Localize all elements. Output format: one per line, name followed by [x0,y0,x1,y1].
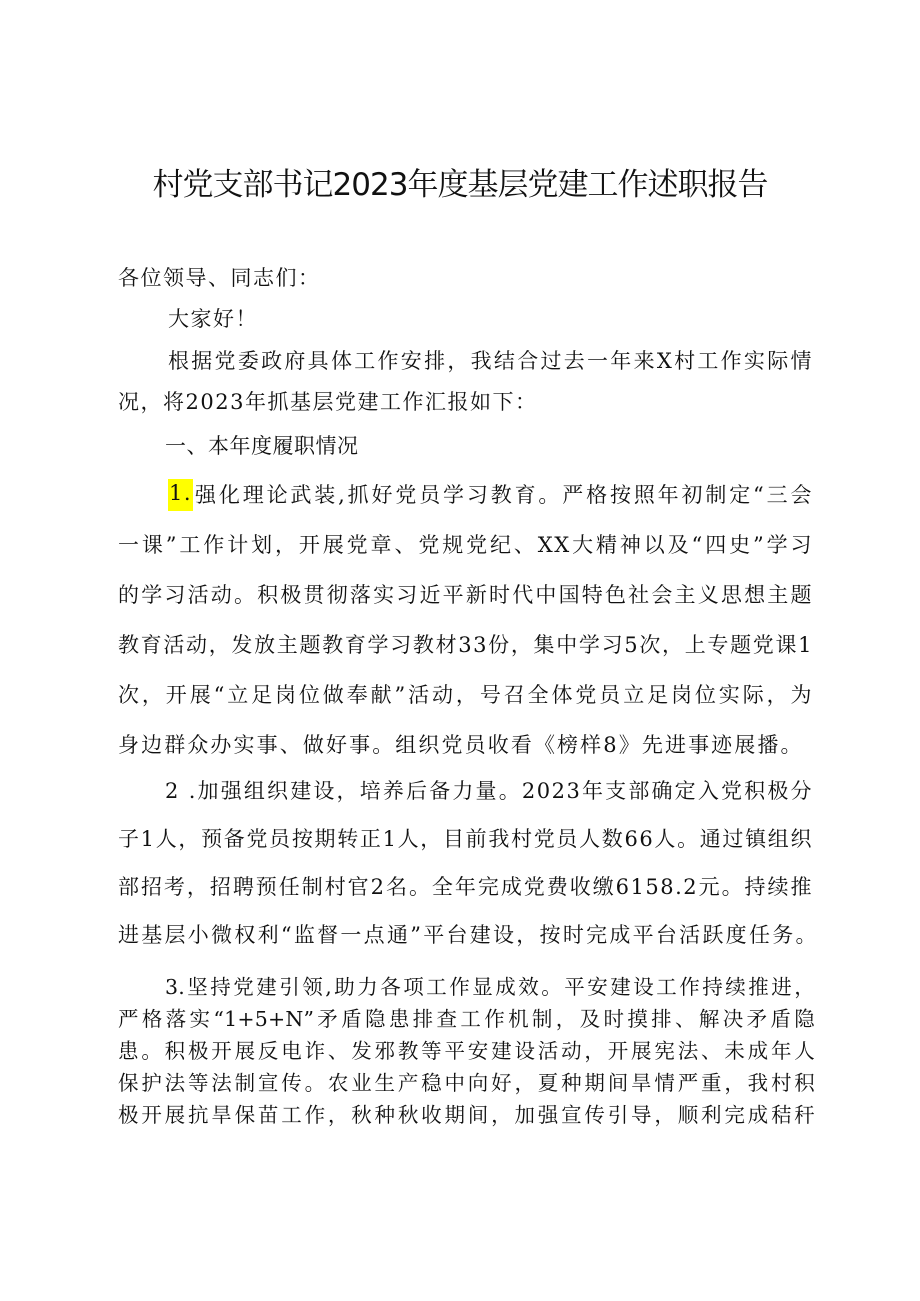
item2-line-3: 部招考，招聘预任制村官2名。全年完成党费收缴6158.2元。持续推 [118,875,813,899]
item1-line-1 [168,479,813,511]
item2-line-1: 2 .加强组织建设，培养后备力量。2023年支部确定入党积极分 [165,779,813,803]
intro-line-2: 况，将2023年抓基层党建工作汇报如下： [118,390,538,414]
salutation: 各位领导、同志们： [118,266,321,290]
item3-line-2: 严格落实“1+5+N”矛盾隐患排查工作机制，及时摸排、解决矛盾隐 [118,1007,815,1031]
intro-line-1: 根据党委政府具体工作安排，我结合过去一年来X村工作实际情 [168,349,813,373]
section-heading: 一、本年度履职情况 [165,434,359,458]
item3-line-4: 保护法等法制宣传。农业生产稳中向好，夏种期间旱情严重，我村积 [118,1071,815,1095]
document-title: 村党支部书记2023年度基层党建工作述职报告 [152,167,768,203]
item1-line-2: 一课”工作计划，开展党章、党规党纪、XX大精神以及“四史”学习 [118,533,813,557]
item1-line-5: 次，开展“立足岗位做奉献”活动，号召全体党员立足岗位实际，为 [118,683,813,707]
item2-line-2: 子1人，预备党员按期转正1人，目前我村党员人数66人。通过镇组织 [118,827,813,851]
item1-text: 强化理论武装,抓好党员学习教育。严格按照年初制定“三会 [195,483,813,507]
item1-number-highlight: 1. [168,479,193,511]
item1-line-4: 教育活动，发放主题教育学习教材33份，集中学习5次，上专题党课1 [118,633,813,657]
item1-line-3: 的学习活动。积极贯彻落实习近平新时代中国特色社会主义思想主题 [118,583,813,607]
item3-line-5: 极开展抗旱保苗工作，秋种秋收期间，加强宣传引导，顺利完成秸秆 [118,1103,815,1127]
item2-line-4: 进基层小微权利“监督一点通”平台建设，按时完成平台活跃度任务。 [118,923,818,947]
item3-line-1: 3.坚持党建引领,助力各项工作显成效。平安建设工作持续推进， [165,975,815,999]
item3-line-3: 患。积极开展反电诈、发邪教等平安建设活动，开展宪法、未成年人 [118,1039,815,1063]
greeting: 大家好！ [168,307,258,331]
item1-line-6: 身边群众办实事、做好事。组织党员收看《榜样8》先进事迹展播。 [118,733,803,757]
